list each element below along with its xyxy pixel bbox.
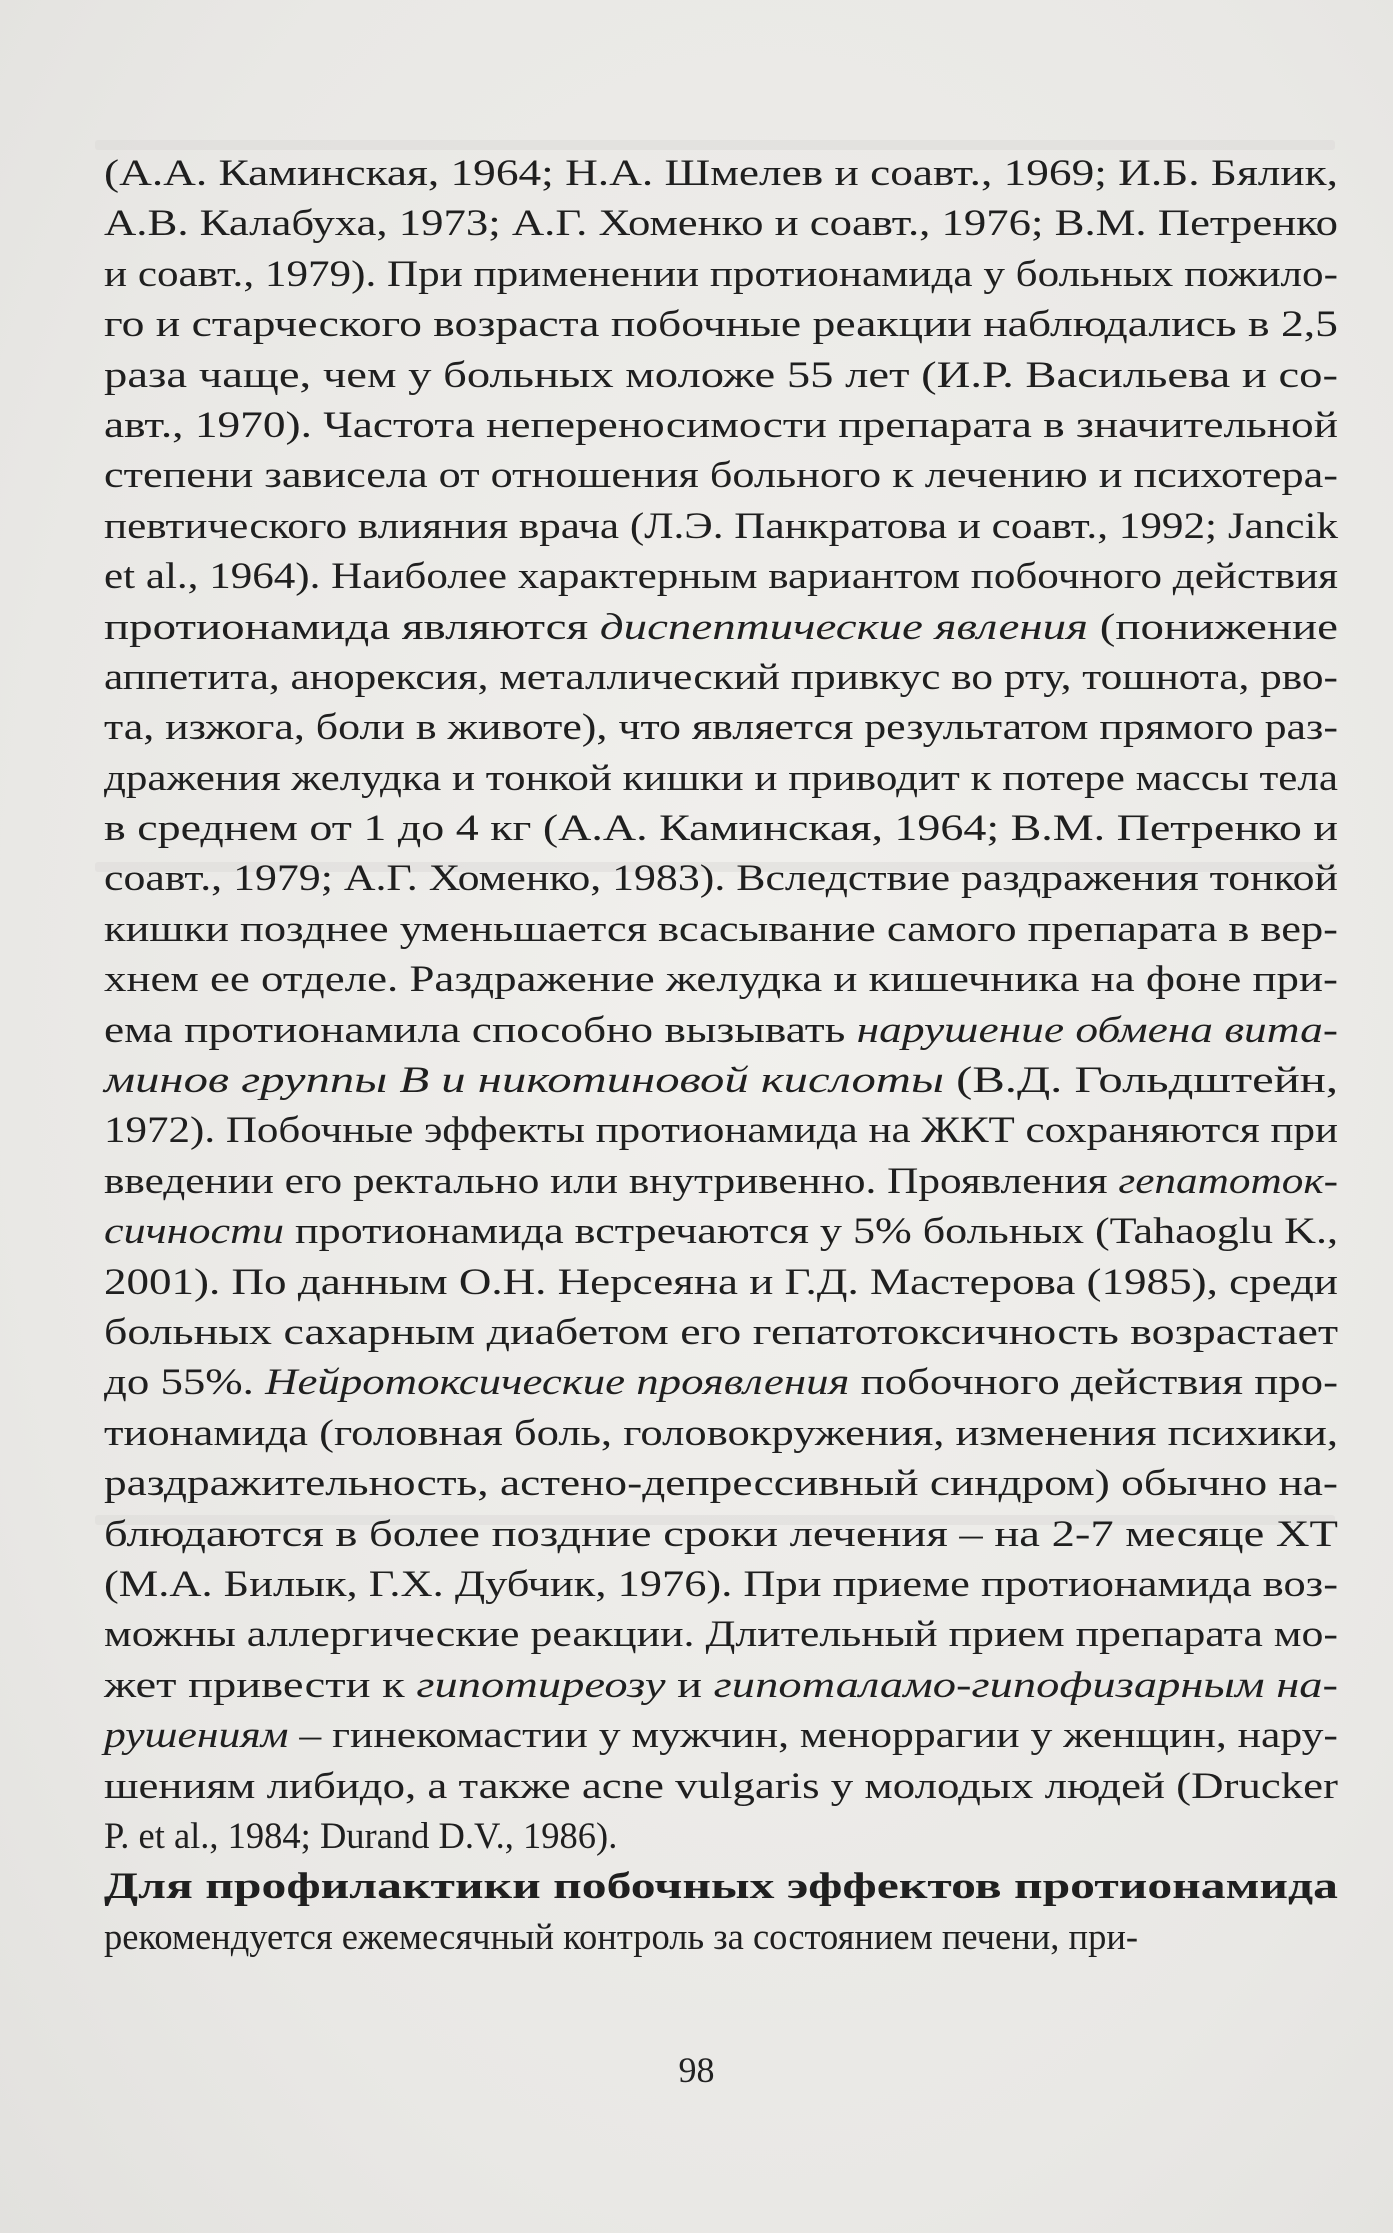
text-run: 2001). По данным О.Н. Нерсеяна и Г.Д. Мастерова (1985), среди [104,1260,1338,1302]
text-run: (понижение [1087,605,1338,647]
text-line-content [104,1609,1338,1659]
text-line-content [104,954,1338,1004]
text-line [104,1458,1338,1508]
text-line-content [104,1912,1138,1962]
text-run: протионамида встречаются у 5% больных (Tahaoglu K., [283,1210,1338,1252]
text-run: можны аллергические реакции. Длительный прием препарата мо- [104,1613,1339,1655]
text-run: ема протионамила способно вызывать [104,1008,857,1050]
text-line [104,450,1338,500]
text-run: тионамида (головная боль, головокружения, изменения психики, [104,1411,1339,1453]
text-line [104,1609,1338,1659]
text-line [104,1710,1338,1760]
text-run: дражения желудка и тонкой кишки и приводит к потере массы тела [104,756,1339,798]
text-line-content [104,1206,1338,1256]
text-run: кишки позднее уменьшается всасывание самого препарата в вер- [104,907,1338,949]
text-line [104,350,1338,400]
text-line [104,1156,1338,1206]
text-line-content [104,350,1338,400]
text-line-content [104,1559,1338,1609]
text-run: аппетита, анорексия, металлический привкус во рту, тошнота, рво- [104,655,1338,697]
text-line-content [104,753,1338,803]
text-line-content [104,1005,1338,1055]
page-number: 98 [678,2050,715,2090]
text-run: P. et al., 1984; Durand D.V., 1986). [104,1814,618,1856]
italic-term: рушениям [104,1714,289,1756]
text-line-content [104,904,1338,954]
text-line [104,400,1338,450]
text-line [104,1105,1338,1155]
text-run: до 55%. [104,1361,266,1403]
text-line [104,702,1338,752]
text-line [104,1307,1338,1357]
text-line-content [104,400,1338,450]
text-run: протионамида являются [104,605,600,647]
text-line-content [104,1509,1338,1559]
text-run: блюдаются в более поздние сроки лечения – на 2-7 месяце ХТ [104,1512,1339,1554]
text-run: рекомендуется ежемесячный контроль за состоянием печени, при- [104,1915,1139,1957]
text-line [104,1408,1338,1458]
text-run: побочного действия про- [849,1361,1339,1403]
text-line [104,1912,1338,1962]
text-run: жет привести к [104,1663,417,1705]
text-line [104,198,1338,248]
text-line-content [104,1408,1338,1458]
italic-term: сичности [104,1210,284,1252]
text-line [104,954,1338,1004]
text-line-content [104,853,1338,903]
text-line-content [104,501,1338,551]
text-line-content [104,1861,1338,1911]
text-line [104,1357,1338,1407]
text-line [104,1811,1338,1861]
text-line [104,1206,1338,1256]
text-line [104,1861,1338,1911]
text-run: шениям либидо, а также acne vulgaris у молодых людей (Drucker [104,1764,1338,1806]
text-line-content [104,148,1338,198]
text-run: раза чаще, чем у больных моложе 55 лет (И.Р. Васильева и со- [104,353,1338,395]
text-line-content [104,450,1338,500]
text-line [104,803,1338,853]
text-line-content [104,1307,1338,1357]
text-line [104,652,1338,702]
text-line-content [104,1811,617,1861]
italic-term: гипотиреозу [416,1663,666,1705]
text-line-content [104,652,1338,702]
italic-term: гепатоток- [1118,1159,1339,1201]
text-line-content [104,249,1338,299]
text-run: раздражительность, астено-депрессивный синдром) обычно на- [104,1462,1338,1504]
text-line-content [104,1761,1338,1811]
italic-term: диспептические явления [599,605,1088,647]
text-line-content [104,1660,1338,1710]
text-line-content [104,551,1338,601]
italic-term: гипоталамо-гипофизарным на- [713,1663,1339,1705]
text-line [104,853,1338,903]
bold-heading-text: Для профилактики побочных эффектов протионамида [104,1865,1338,1907]
text-line-content [104,1055,1338,1105]
text-line [104,1005,1338,1055]
text-line-content [104,198,1338,248]
text-line-content [104,702,1338,752]
text-line-content [104,1105,1338,1155]
text-run: та, изжога, боли в животе), что является результатом прямого раз- [104,706,1338,748]
text-line [104,1559,1338,1609]
text-run: введении его ректально или внутривенно. Проявления [104,1159,1119,1201]
text-line-content [104,1710,1338,1760]
text-line-content [104,1458,1338,1508]
italic-term: минов группы В и никотиновой кислоты [104,1059,944,1101]
text-line [104,501,1338,551]
text-line [104,249,1338,299]
text-line-content [104,1156,1338,1206]
text-line [104,1761,1338,1811]
text-line [104,1660,1338,1710]
italic-term: нарушение обмена вита- [856,1008,1338,1050]
text-line [104,602,1338,652]
text-run: авт., 1970). Частота непереносимости препарата в значительной [104,403,1338,445]
text-run: го и старческого возраста побочные реакции наблюдались в 2,5 [104,303,1338,345]
text-line [104,904,1338,954]
text-run: степени зависела от отношения больного к лечению и психотера- [104,454,1338,496]
text-line-content [104,299,1338,349]
text-line-content [104,803,1338,853]
text-line [104,1055,1338,1105]
text-run: соавт., 1979; А.Г. Хоменко, 1983). Вследствие раздражения тонкой [104,857,1338,899]
text-run: больных сахарным диабетом его гепатотоксичность возрастает [104,1310,1339,1352]
text-run: и [665,1663,714,1705]
text-line [104,148,1338,198]
italic-term: Нейротоксические проявления [265,1361,850,1403]
text-run: хнем ее отделе. Раздражение желудка и кишечника на фоне при- [104,958,1338,1000]
text-run: (А.А. Каминская, 1964; Н.А. Шмелев и соавт., 1969; И.Б. Бялик, [104,152,1339,193]
text-run: и соавт., 1979). При применении протионамида у больных пожило- [104,252,1338,294]
text-run: et al., 1964). Наиболее характерным вариантом побочного действия [104,555,1338,597]
text-run: (М.А. Билык, Г.Х. Дубчик, 1976). При приеме протионамида воз- [104,1562,1338,1604]
text-line [104,299,1338,349]
text-line [104,1257,1338,1307]
text-run: – гинекомастии у мужчин, меноррагии у женщин, нару- [288,1714,1338,1756]
text-line [104,753,1338,803]
text-run: 1972). Побочные эффекты протионамида на ЖКТ сохраняются при [104,1109,1339,1151]
text-line [104,551,1338,601]
text-line [104,1509,1338,1559]
text-run: (В.Д. Гольдштейн, [943,1059,1339,1101]
text-run: А.В. Калабуха, 1973; А.Г. Хоменко и соавт., 1976; В.М. Петренко [104,202,1339,244]
text-line-content [104,1257,1338,1307]
text-run: в среднем от 1 до 4 кг (А.А. Каминская, 1964; В.М. Петренко и [104,807,1339,849]
text-line-content [104,602,1338,652]
body-text [104,148,1338,1962]
text-line-content [104,1357,1338,1407]
text-run: певтического влияния врача (Л.Э. Панкратова и соавт., 1992; Jancik [104,504,1339,546]
